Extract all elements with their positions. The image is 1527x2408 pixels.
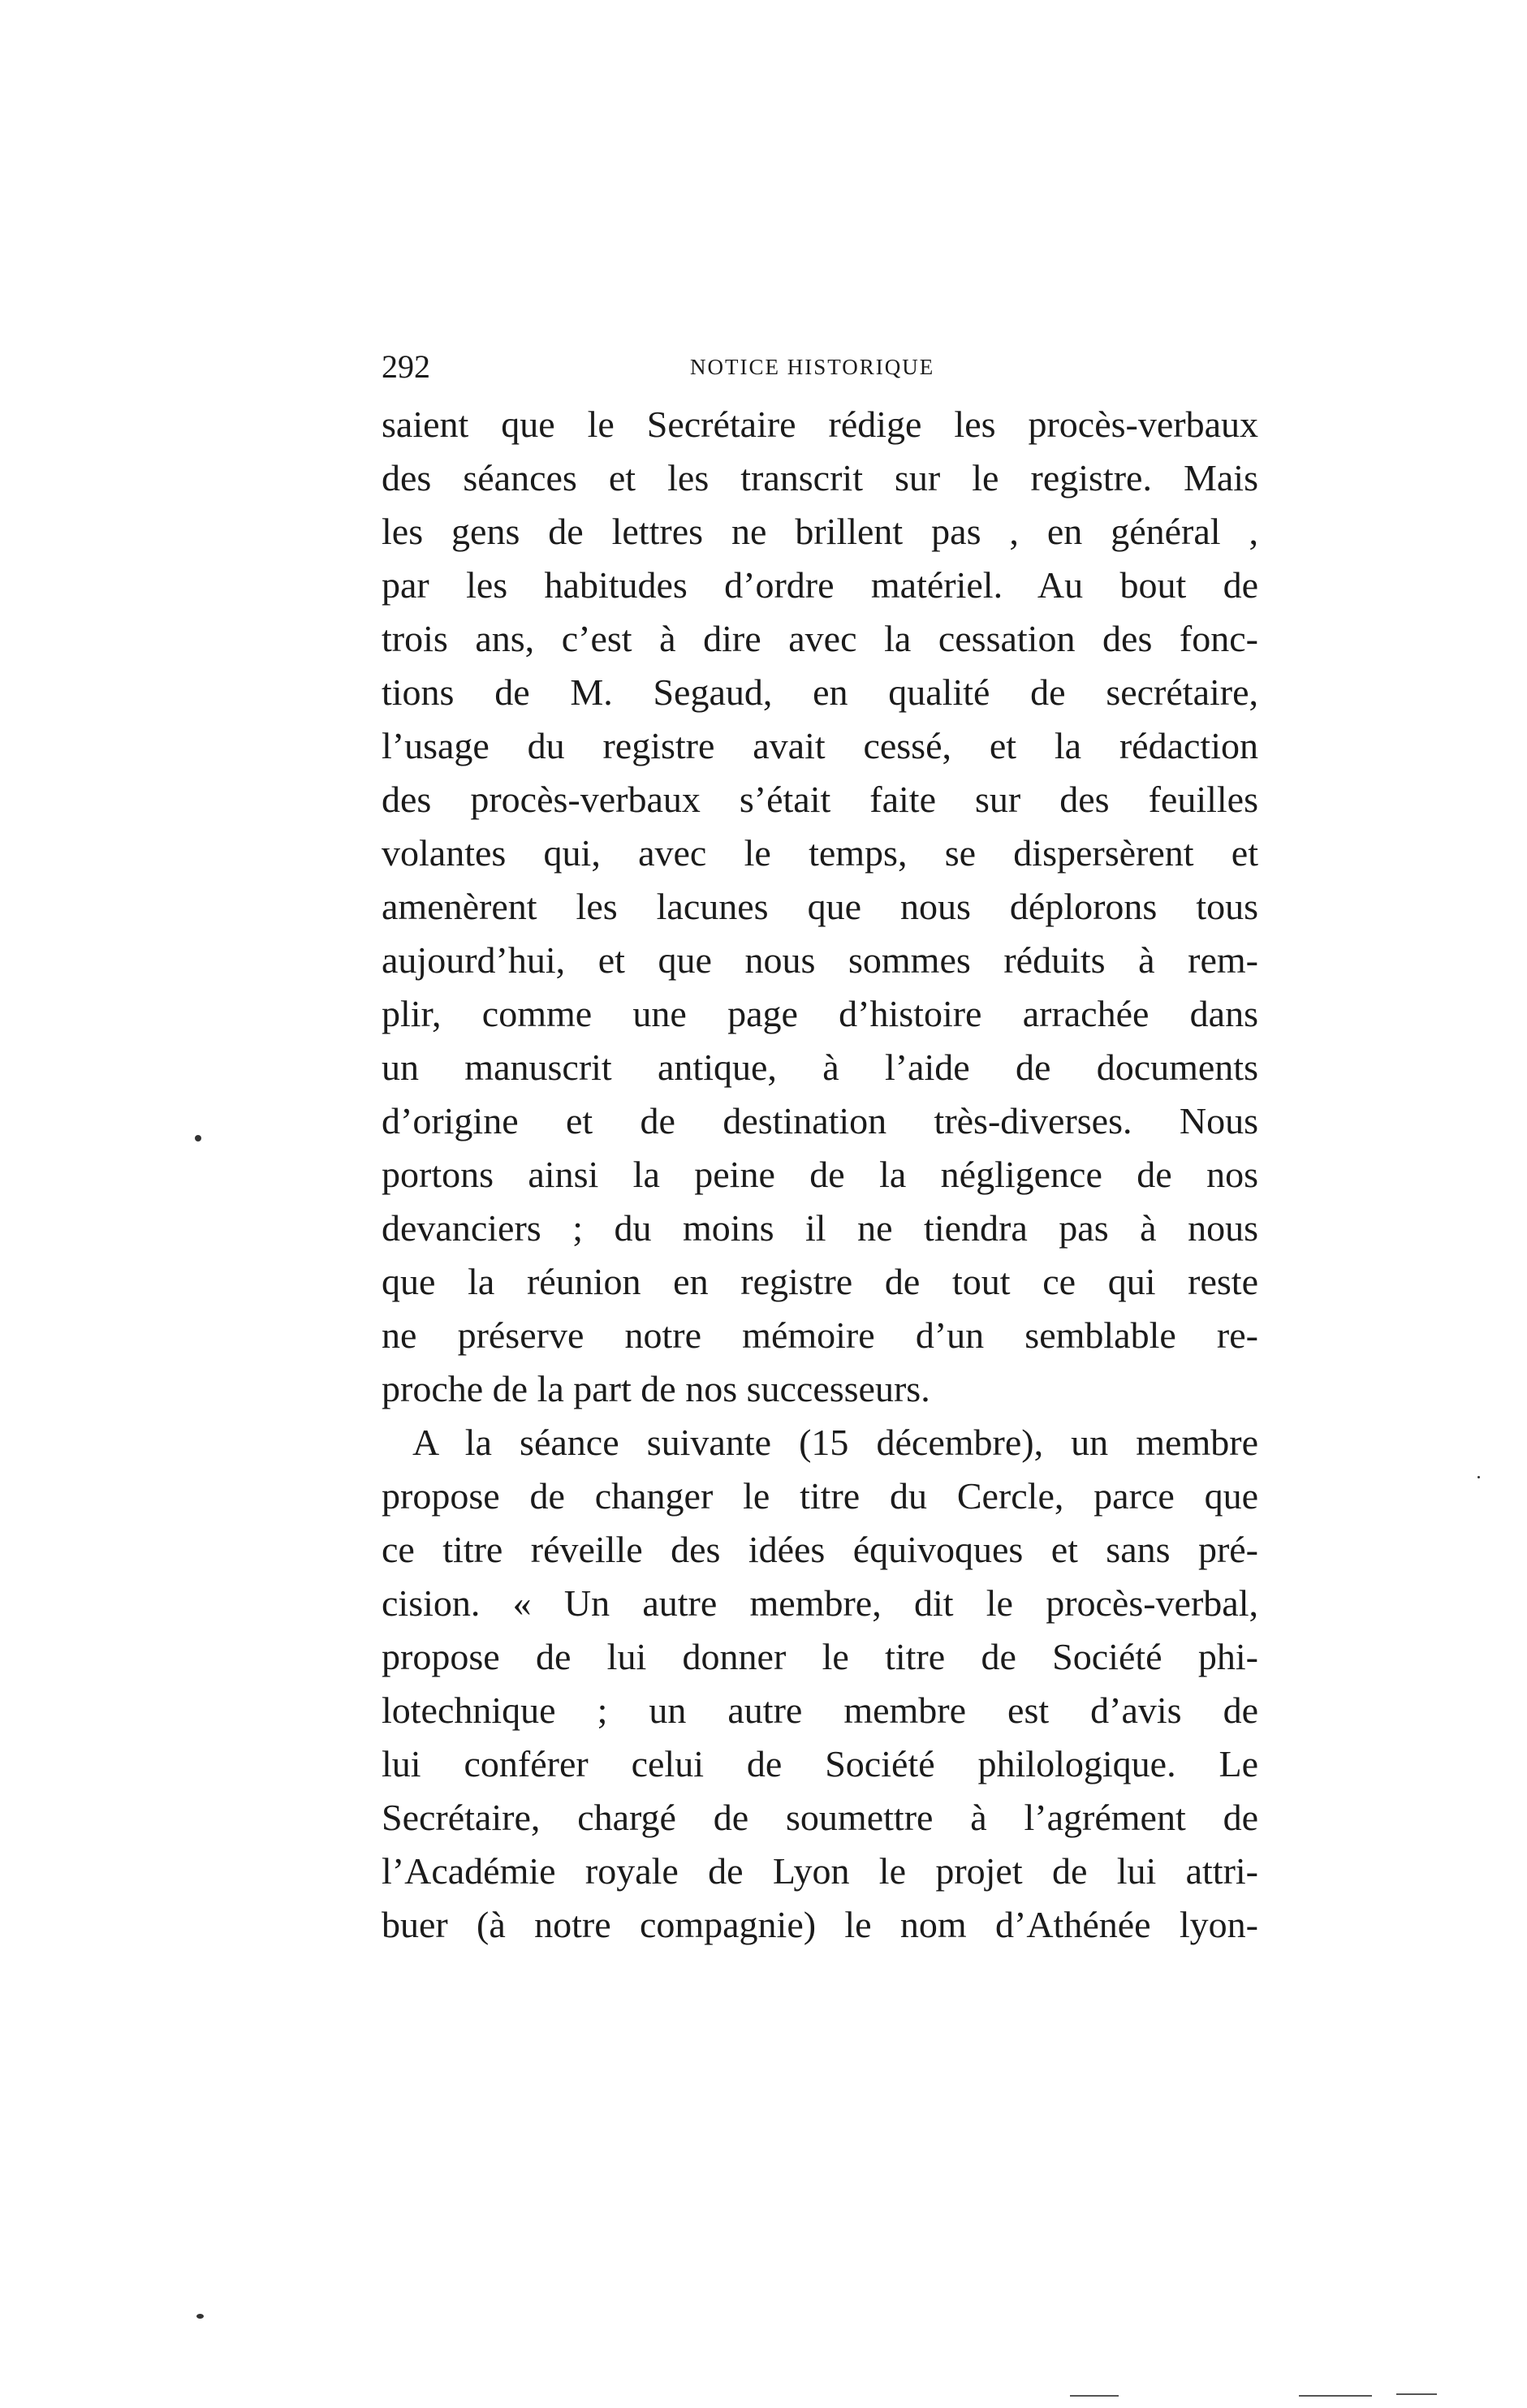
scan-speck xyxy=(195,1135,201,1141)
running-title: NOTICE HISTORIQUE xyxy=(690,355,935,379)
text-line: plir, comme une page d’histoire arrachée dans xyxy=(382,993,1258,1034)
scan-mark xyxy=(1396,2393,1437,2395)
text-line: trois ans, c’est à dire avec la cessation des fonc- xyxy=(382,618,1258,659)
text-line: des procès-verbaux s’était faite sur des feuilles xyxy=(382,779,1258,820)
text-line: devanciers ; du moins il ne tiendra pas à nous xyxy=(382,1207,1258,1249)
text-line: lotechnique ; un autre membre est d’avis de xyxy=(382,1689,1258,1731)
text-line: propose de lui donner le titre de Société phi- xyxy=(382,1636,1258,1677)
text-line: lui conférer celui de Société philologique. Le xyxy=(382,1743,1258,1784)
text-line: par les habitudes d’ordre matériel. Au bout de xyxy=(382,564,1258,606)
text-line: l’Académie royale de Lyon le projet de lui attri- xyxy=(382,1850,1258,1892)
paragraph-1 xyxy=(382,398,1258,1416)
text-line: Secrétaire, chargé de soumettre à l’agrément de xyxy=(382,1797,1258,1838)
text-line: aujourd’hui, et que nous sommes réduits à rem- xyxy=(382,939,1258,981)
text-line: ce titre réveille des idées équivoques et sans pré- xyxy=(382,1529,1258,1570)
paragraph-2 xyxy=(382,1416,1258,1952)
body-text xyxy=(382,398,1258,1952)
scan-speck xyxy=(196,2314,204,2319)
text-line: d’origine et de destination très-diverses. Nous xyxy=(382,1100,1258,1141)
text-line: ne préserve notre mémoire d’un semblable re- xyxy=(382,1314,1258,1356)
text-line: portons ainsi la peine de la négligence de nos xyxy=(382,1154,1258,1195)
text-line: l’usage du registre avait cessé, et la rédaction xyxy=(382,725,1258,766)
text-line: propose de changer le titre du Cercle, parce que xyxy=(382,1475,1258,1517)
text-line: un manuscrit antique, à l’aide de documents xyxy=(382,1046,1258,1088)
page-number: 292 xyxy=(382,348,430,385)
scan-mark xyxy=(1299,2395,1372,2397)
text-line: volantes qui, avec le temps, se dispersèrent et xyxy=(382,832,1258,874)
scan-mark xyxy=(1070,2395,1119,2397)
text-line: cision. « Un autre membre, dit le procès-verbal, xyxy=(382,1582,1258,1624)
text-line: proche de la part de nos successeurs. xyxy=(382,1368,930,1409)
text-line: tions de M. Segaud, en qualité de secrétaire, xyxy=(382,671,1258,713)
text-line: buer (à notre compagnie) le nom d’Athénée lyon- xyxy=(382,1904,1258,1945)
text-line: que la réunion en registre de tout ce qui reste xyxy=(382,1261,1258,1302)
running-head xyxy=(382,347,1275,386)
text-line: amenèrent les lacunes que nous déplorons tous xyxy=(382,886,1258,927)
scan-speck xyxy=(1477,1476,1480,1478)
text-line: des séances et les transcrit sur le registre. Mais xyxy=(382,457,1258,498)
text-line: les gens de lettres ne brillent pas , en général , xyxy=(382,511,1258,552)
text-line: A la séance suivante (15 décembre), un membre xyxy=(412,1422,1258,1463)
text-line: saient que le Secrétaire rédige les procès-verbaux xyxy=(382,403,1258,445)
